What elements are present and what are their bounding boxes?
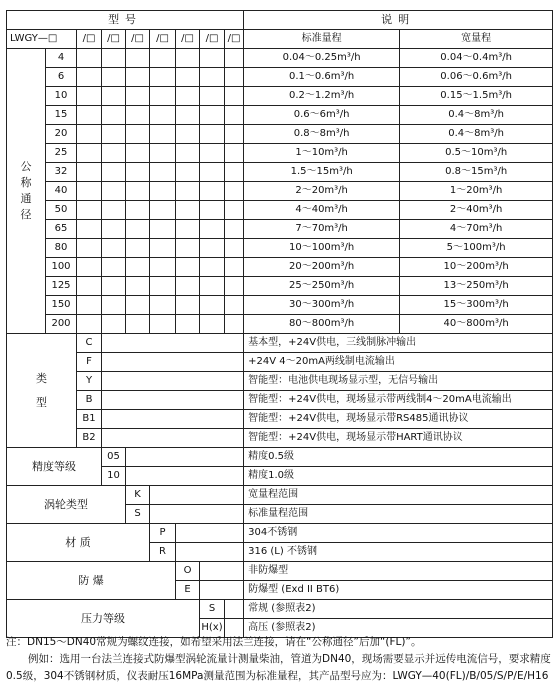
diameter-code: 6: [46, 68, 77, 87]
empty-cell: [176, 201, 200, 220]
diameter-code: 10: [46, 87, 77, 106]
empty-cell: [102, 334, 244, 353]
explosion-description: 防爆型 (Exd II BT6): [244, 581, 553, 600]
explosion-code: O: [176, 562, 200, 581]
diameter-label-char: 径: [20, 208, 32, 221]
empty-cell: [200, 296, 225, 315]
empty-cell: [176, 182, 200, 201]
turbine-label: 涡轮类型: [7, 486, 126, 524]
empty-cell: [77, 315, 102, 334]
empty-cell: [126, 201, 150, 220]
empty-cell: [77, 87, 102, 106]
empty-cell: [102, 429, 244, 448]
empty-cell: [102, 296, 126, 315]
empty-cell: [126, 163, 150, 182]
notes: [6, 634, 552, 685]
empty-cell: [77, 125, 102, 144]
model-slot: /□: [126, 30, 150, 49]
standard-range: 0.8～8m³/h: [244, 125, 400, 144]
empty-cell: [200, 68, 225, 87]
turbine-code: S: [126, 505, 150, 524]
empty-cell: [126, 239, 150, 258]
empty-cell: [126, 87, 150, 106]
empty-cell: [102, 87, 126, 106]
empty-cell: [200, 106, 225, 125]
empty-cell: [225, 220, 244, 239]
empty-cell: [102, 163, 126, 182]
wide-range: 40～800m³/h: [400, 315, 553, 334]
type-label: [7, 334, 77, 448]
empty-cell: [102, 239, 126, 258]
empty-cell: [225, 258, 244, 277]
model-prefix: LWGY—□: [7, 30, 77, 49]
diameter-code: 65: [46, 220, 77, 239]
empty-cell: [102, 391, 244, 410]
diameter-code: 100: [46, 258, 77, 277]
wide-range: 0.5～10m³/h: [400, 144, 553, 163]
type-code: Y: [77, 372, 102, 391]
model-selection-table: [6, 10, 553, 638]
standard-range: 1～10m³/h: [244, 144, 400, 163]
empty-cell: [225, 163, 244, 182]
empty-cell: [150, 239, 176, 258]
empty-cell: [150, 49, 176, 68]
empty-cell: [126, 106, 150, 125]
empty-cell: [150, 505, 244, 524]
empty-cell: [200, 315, 225, 334]
empty-cell: [77, 201, 102, 220]
empty-cell: [150, 144, 176, 163]
empty-cell: [102, 372, 244, 391]
material-description: 304不锈钢: [244, 524, 553, 543]
turbine-description: 宽量程范围: [244, 486, 553, 505]
empty-cell: [102, 353, 244, 372]
empty-cell: [176, 315, 200, 334]
empty-cell: [225, 277, 244, 296]
empty-cell: [102, 277, 126, 296]
empty-cell: [150, 68, 176, 87]
empty-cell: [200, 239, 225, 258]
wide-range-header: 宽量程: [400, 30, 553, 49]
pressure-label: 压力等级: [7, 600, 200, 638]
empty-cell: [225, 239, 244, 258]
standard-range: 0.1～0.6m³/h: [244, 68, 400, 87]
empty-cell: [126, 49, 150, 68]
empty-cell: [150, 315, 176, 334]
type-code: B2: [77, 429, 102, 448]
empty-cell: [176, 258, 200, 277]
accuracy-code: 05: [102, 448, 126, 467]
diameter-code: 25: [46, 144, 77, 163]
empty-cell: [176, 68, 200, 87]
diameter-label-char: 公: [20, 160, 32, 173]
empty-cell: [102, 106, 126, 125]
diameter-code: 4: [46, 49, 77, 68]
standard-range: 25～250m³/h: [244, 277, 400, 296]
standard-range-header: 标准量程: [244, 30, 400, 49]
standard-range: 0.6～6m³/h: [244, 106, 400, 125]
empty-cell: [225, 106, 244, 125]
empty-cell: [150, 163, 176, 182]
empty-cell: [200, 562, 244, 581]
empty-cell: [200, 581, 244, 600]
empty-cell: [150, 125, 176, 144]
diameter-code: 150: [46, 296, 77, 315]
empty-cell: [176, 220, 200, 239]
empty-cell: [200, 277, 225, 296]
empty-cell: [150, 296, 176, 315]
empty-cell: [102, 125, 126, 144]
diameter-code: 20: [46, 125, 77, 144]
material-code: R: [150, 543, 176, 562]
accuracy-code: 10: [102, 467, 126, 486]
standard-range: 20～200m³/h: [244, 258, 400, 277]
standard-range: 30～300m³/h: [244, 296, 400, 315]
empty-cell: [176, 49, 200, 68]
wide-range: 1～20m³/h: [400, 182, 553, 201]
wide-range: 15～300m³/h: [400, 296, 553, 315]
empty-cell: [126, 258, 150, 277]
empty-cell: [176, 524, 244, 543]
empty-cell: [150, 106, 176, 125]
type-label-char: 型: [36, 395, 47, 409]
empty-cell: [126, 125, 150, 144]
standard-range: 0.2～1.2m³/h: [244, 87, 400, 106]
empty-cell: [200, 258, 225, 277]
empty-cell: [200, 182, 225, 201]
empty-cell: [176, 163, 200, 182]
empty-cell: [126, 144, 150, 163]
empty-cell: [176, 277, 200, 296]
empty-cell: [77, 182, 102, 201]
wide-range: 0.06～0.6m³/h: [400, 68, 553, 87]
empty-cell: [102, 144, 126, 163]
wide-range: 2～40m³/h: [400, 201, 553, 220]
empty-cell: [176, 144, 200, 163]
diameter-code: 125: [46, 277, 77, 296]
empty-cell: [102, 258, 126, 277]
empty-cell: [126, 68, 150, 87]
empty-cell: [77, 144, 102, 163]
standard-range: 10～100m³/h: [244, 239, 400, 258]
empty-cell: [150, 182, 176, 201]
empty-cell: [176, 543, 244, 562]
note-example: 例如：选用一台法兰连接式防爆型涡轮流量计测量柴油，管道为DN40，现场需要显示并远传电流信号，要求精度0.5级，304不锈钢材质，仪表耐压16MPa测量范围为标准量程，其产品型号应为：LWGY—40(FL)/B/05/S/P/E/H16: [6, 653, 551, 682]
diameter-code: 40: [46, 182, 77, 201]
empty-cell: [200, 201, 225, 220]
wide-range: 4～70m³/h: [400, 220, 553, 239]
standard-range: 1.5～15m³/h: [244, 163, 400, 182]
empty-cell: [150, 201, 176, 220]
explosion-code: E: [176, 581, 200, 600]
explosion-label: 防 爆: [7, 562, 176, 600]
empty-cell: [102, 49, 126, 68]
wide-range: 0.4～8m³/h: [400, 106, 553, 125]
standard-range: 7～70m³/h: [244, 220, 400, 239]
empty-cell: [200, 220, 225, 239]
type-code: F: [77, 353, 102, 372]
empty-cell: [102, 182, 126, 201]
empty-cell: [200, 49, 225, 68]
empty-cell: [77, 296, 102, 315]
empty-cell: [150, 87, 176, 106]
diameter-code: 32: [46, 163, 77, 182]
diameter-code: 80: [46, 239, 77, 258]
empty-cell: [225, 125, 244, 144]
diameter-label: [7, 49, 46, 334]
diameter-code: 15: [46, 106, 77, 125]
wide-range: 0.04～0.4m³/h: [400, 49, 553, 68]
empty-cell: [150, 258, 176, 277]
empty-cell: [176, 296, 200, 315]
diameter-code: 50: [46, 201, 77, 220]
model-slot: /□: [176, 30, 200, 49]
type-description: 智能型：+24V供电，现场显示带RS485通讯协议: [244, 410, 553, 429]
type-code: B: [77, 391, 102, 410]
empty-cell: [77, 239, 102, 258]
empty-cell: [225, 87, 244, 106]
model-slot: /□: [150, 30, 176, 49]
empty-cell: [225, 600, 244, 619]
accuracy-description: 精度0.5级: [244, 448, 553, 467]
empty-cell: [102, 220, 126, 239]
empty-cell: [176, 87, 200, 106]
diameter-label-char: 称: [20, 176, 32, 189]
type-description: 基本型，+24V供电，三线制脉冲输出: [244, 334, 553, 353]
empty-cell: [126, 315, 150, 334]
pressure-code: H(x): [200, 619, 225, 638]
empty-cell: [176, 239, 200, 258]
empty-cell: [200, 87, 225, 106]
empty-cell: [126, 448, 244, 467]
type-description: 智能型：电池供电现场显示型，无信号输出: [244, 372, 553, 391]
accuracy-description: 精度1.0级: [244, 467, 553, 486]
empty-cell: [225, 144, 244, 163]
note-flange: 注：DN15～DN40常规为螺纹连接，如希望采用法兰连接，请在“公称通径”后加“(FL)”。: [6, 636, 422, 648]
standard-range: 0.04～0.25m³/h: [244, 49, 400, 68]
empty-cell: [150, 220, 176, 239]
empty-cell: [102, 68, 126, 87]
material-label: 材 质: [7, 524, 150, 562]
wide-range: 10～200m³/h: [400, 258, 553, 277]
empty-cell: [150, 486, 244, 505]
type-description: 智能型：+24V供电，现场显示带两线制4～20mA电流输出: [244, 391, 553, 410]
standard-range: 80～800m³/h: [244, 315, 400, 334]
empty-cell: [225, 182, 244, 201]
empty-cell: [77, 106, 102, 125]
accuracy-label: 精度等级: [7, 448, 102, 486]
turbine-code: K: [126, 486, 150, 505]
model-slot: /□: [77, 30, 102, 49]
empty-cell: [102, 315, 126, 334]
pressure-description: 常规 (参照表2): [244, 600, 553, 619]
model-slot: /□: [225, 30, 244, 49]
model-header: 型号: [7, 11, 244, 30]
wide-range: 0.15～1.5m³/h: [400, 87, 553, 106]
empty-cell: [102, 410, 244, 429]
type-label-char: 类: [36, 371, 47, 385]
empty-cell: [200, 163, 225, 182]
empty-cell: [176, 106, 200, 125]
empty-cell: [126, 296, 150, 315]
empty-cell: [77, 258, 102, 277]
empty-cell: [77, 49, 102, 68]
type-description: +24V 4～20mA两线制电流输出: [244, 353, 553, 372]
empty-cell: [225, 68, 244, 87]
material-code: P: [150, 524, 176, 543]
model-slot: /□: [102, 30, 126, 49]
empty-cell: [77, 163, 102, 182]
empty-cell: [225, 315, 244, 334]
empty-cell: [77, 68, 102, 87]
explosion-description: 非防爆型: [244, 562, 553, 581]
type-code: B1: [77, 410, 102, 429]
pressure-code: S: [200, 600, 225, 619]
empty-cell: [225, 49, 244, 68]
wide-range: 5～100m³/h: [400, 239, 553, 258]
empty-cell: [126, 277, 150, 296]
empty-cell: [102, 201, 126, 220]
empty-cell: [77, 277, 102, 296]
empty-cell: [126, 467, 244, 486]
empty-cell: [150, 277, 176, 296]
model-slot: /□: [200, 30, 225, 49]
standard-range: 4～40m³/h: [244, 201, 400, 220]
standard-range: 2～20m³/h: [244, 182, 400, 201]
wide-range: 13～250m³/h: [400, 277, 553, 296]
empty-cell: [200, 144, 225, 163]
wide-range: 0.4～8m³/h: [400, 125, 553, 144]
wide-range: 0.8～15m³/h: [400, 163, 553, 182]
diameter-label-char: 通: [20, 192, 32, 205]
description-header: 说明: [244, 11, 553, 30]
type-description: 智能型：+24V供电，现场显示带HART通讯协议: [244, 429, 553, 448]
empty-cell: [126, 182, 150, 201]
empty-cell: [176, 125, 200, 144]
empty-cell: [225, 201, 244, 220]
material-description: 316 (L) 不锈钢: [244, 543, 553, 562]
turbine-description: 标准量程范围: [244, 505, 553, 524]
diameter-code: 200: [46, 315, 77, 334]
pressure-description: 高压 (参照表2): [244, 619, 553, 638]
empty-cell: [200, 125, 225, 144]
type-code: C: [77, 334, 102, 353]
empty-cell: [225, 296, 244, 315]
empty-cell: [126, 220, 150, 239]
empty-cell: [77, 220, 102, 239]
